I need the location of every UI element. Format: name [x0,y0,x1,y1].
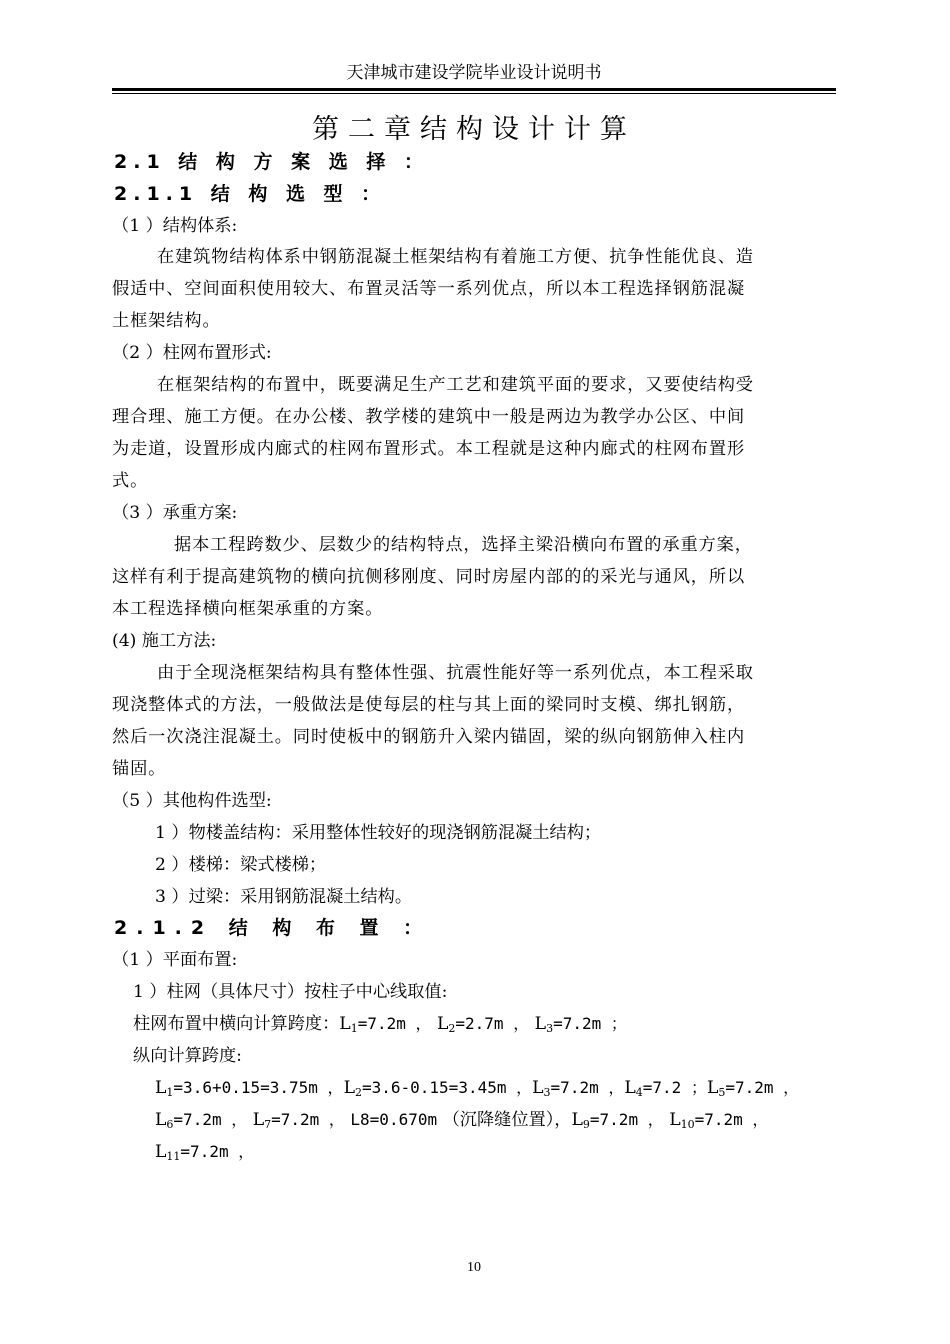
subscript: 2 [354,1086,362,1099]
span-value-l8: L8=0.670m [350,1110,438,1129]
span-letter: L [532,1078,544,1098]
paragraph-line: 由于全现浇框架结构具有整体性强、抗震性能好等一系列优点，本工程采取 [157,663,754,683]
span-letter: L [155,1110,167,1130]
subscript: 3 [543,1086,551,1099]
paragraph-line: 锚固。 [112,759,167,779]
paragraph-line: 土框架结构。 [112,311,221,331]
span-letter: L [624,1078,636,1098]
subscript: 1 [350,1022,358,1035]
span-value: =2.7m ， [455,1014,530,1033]
longitudinal-spans-line-2 [155,1106,768,1134]
span-letter: L [339,1014,351,1034]
sub-item-3: 3 ）过梁：采用钢筋混凝土结构。 [155,887,413,907]
span-value: =7.2m ， [694,1110,769,1129]
span-value: =7.2 ； [642,1078,707,1097]
span-value: =7.2m ， [550,1078,625,1097]
subscript: 2 [448,1022,456,1035]
subscript: 6 [166,1118,174,1131]
subscript: 9 [582,1118,590,1131]
page-header: 天津城市建设学院毕业设计说明书 [346,63,602,82]
span-value: =7.2m ， [271,1110,345,1129]
paragraph-line: 在框架结构的布置中，既要满足生产工艺和建筑平面的要求，又要使结构受 [157,375,754,395]
plan-layout-label: （1 ）平面布置: [112,950,238,970]
paragraph-line: 据本工程跨数少、层数少的结构特点，选择主梁沿横向布置的承重方案， [174,535,753,555]
span-value: =7.2m ， [725,1078,800,1097]
span-value: =7.2m ； [553,1014,627,1033]
span-letter: L [343,1078,355,1098]
item-3-label: （3 ）承重方案: [112,503,238,523]
item-5-label: （5 ）其他构件选型: [112,791,272,811]
span-value: =3.6+0.15=3.75m ， [173,1078,344,1097]
paragraph-line: 假适中、空间面积使用较大、布置灵活等一系列优点，所以本工程选择钢筋混凝 [112,279,746,299]
span-value: =7.2m ， [180,1142,255,1161]
item-4-label: (4) 施工方法: [112,631,217,651]
span-letter: L [571,1110,583,1130]
subscript: 10 [680,1118,695,1131]
chapter-title: 第二章结构设计计算 [312,114,636,145]
span-value: =7.2m ， [173,1110,248,1129]
paragraph-line: 为走道，设置形成内廊式的柱网布置形式。本工程就是这种内廊式的柱网布置形 [112,439,746,459]
span-letter: L [706,1078,719,1098]
span-letter: L [669,1110,681,1130]
section-heading-2-1-1: 2.1.1 结 构 选 型 ： [114,183,387,205]
paragraph-line: 式。 [112,471,149,491]
header-rule-thin [112,93,836,94]
paragraph-line: 本工程选择横向框架承重的方案。 [112,599,384,619]
subscript: 1 [166,1086,174,1099]
longitudinal-spans-line-1 [155,1074,799,1102]
longitudinal-label: 纵向计算跨度: [133,1046,242,1066]
transverse-label: 柱网布置中横向计算跨度： [133,1014,340,1034]
span-value: =7.2m ， [589,1110,664,1129]
paragraph-line: 这样有利于提高建筑物的横向抗侧移刚度、同时房屋内部的的采光与通风，所以 [112,567,746,587]
span-letter: L [534,1014,547,1034]
longitudinal-spans-line-3 [155,1138,254,1166]
span-letter: L [252,1110,265,1130]
item-2-label: （2 ）柱网布置形式: [112,343,272,363]
subscript: 3 [546,1022,554,1035]
header-rule-thick [112,88,836,91]
column-grid-sub-item: 1 ）柱网（具体尺寸）按柱子中心线取值: [133,982,448,1002]
span-letter: L [436,1014,449,1034]
sub-item-1: 1 ）物楼盖结构：采用整体性较好的现浇钢筋混凝土结构； [155,823,602,843]
subscript: 7 [264,1118,272,1131]
paragraph-line: 现浇整体式的方法，一般做法是使每层的柱与其上面的梁同时支模、绑扎钢筋， [112,695,746,715]
subscript: 5 [718,1086,726,1099]
sub-item-2: 2 ）楼梯：梁式楼梯； [155,855,327,875]
span-letter: L [155,1142,167,1162]
subscript: 4 [635,1086,643,1099]
paragraph-line: 在建筑物结构体系中钢筋混凝土框架结构有着施工方便、抗争性能优良、造 [157,247,754,267]
span-value: =7.2m ， [357,1014,432,1033]
span-value: =3.6-0.15=3.45m ， [361,1078,533,1097]
section-heading-2-1-2: 2.1.2 结 构 布 置 ： [114,917,432,939]
transverse-spans-line [133,1010,627,1038]
page-number: 10 [467,1260,481,1275]
section-heading-2-1: 2.1 结 构 方 案 选 择 ： [114,151,429,173]
subscript: 11 [166,1150,181,1163]
settlement-joint-note: （沉降缝位置）， [442,1110,572,1130]
item-1-label: （1 ）结构体系: [112,216,238,236]
paragraph-line: 理合理、施工方便。在办公楼、教学楼的建筑中一般是两边为教学办公区、中间 [112,407,746,427]
span-letter: L [155,1078,167,1098]
paragraph-line: 然后一次浇注混凝土。同时使板中的钢筋升入梁内锚固，梁的纵向钢筋伸入柱内 [112,727,746,747]
